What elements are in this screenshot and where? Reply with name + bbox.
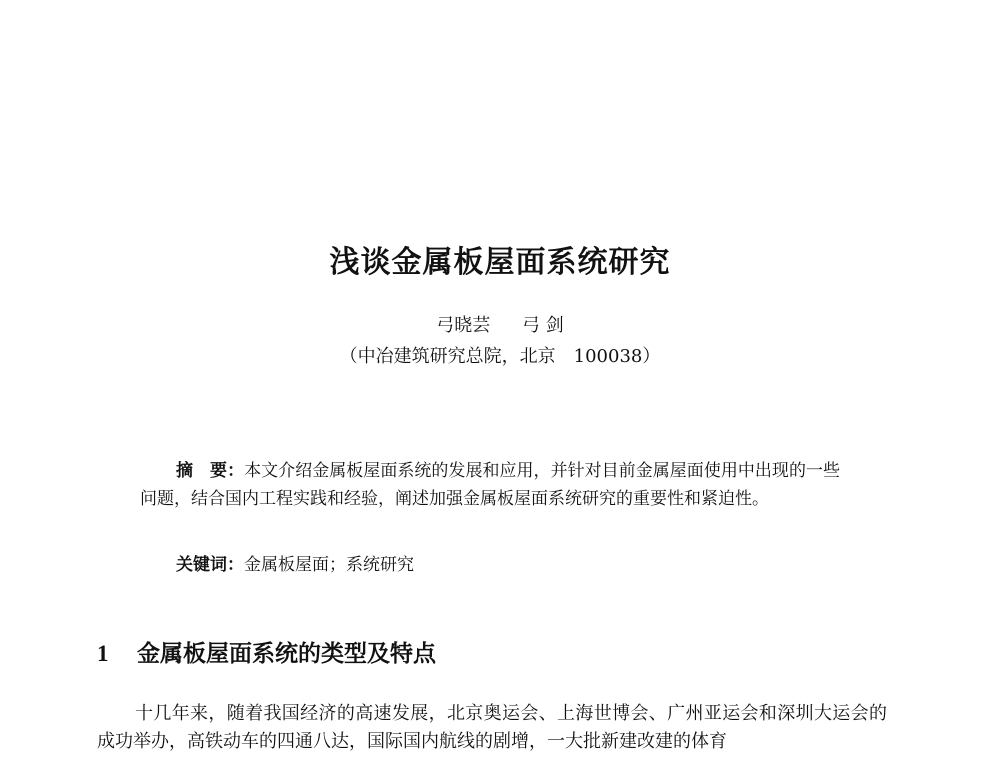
author-name: 弓 剑 bbox=[522, 315, 564, 336]
section-title: 金属板屋面系统的类型及特点 bbox=[137, 641, 436, 667]
keywords-text: 金属板屋面；系统研究 bbox=[244, 555, 414, 575]
abstract-text: 本文介绍金属板屋面系统的发展和应用，并针对目前金属屋面使用中出现的一些问题，结合国内工程实践和经验，阐述加强金属板屋面系统研究的重要性和紧迫性。 bbox=[140, 461, 841, 509]
abstract-label: 摘 要： bbox=[176, 461, 245, 481]
abstract bbox=[140, 457, 840, 513]
author-name: 弓晓芸 bbox=[436, 315, 491, 336]
keywords-label: 关键词： bbox=[176, 555, 244, 575]
keywords bbox=[176, 551, 414, 579]
affiliation: （中冶建筑研究总院，北京 100038） bbox=[339, 346, 661, 367]
section-number: 1 bbox=[97, 641, 109, 666]
paper-title: 浅谈金属板屋面系统研究 bbox=[329, 245, 671, 280]
section-heading bbox=[97, 638, 436, 670]
body-paragraph: 十几年来，随着我国经济的高速发展，北京奥运会、上海世博会、广州亚运会和深圳大运会的成功举办，高铁动车的四通八达，国际国内航线的剧增，一大批新建改建的体育 bbox=[97, 703, 887, 752]
author-list bbox=[0, 314, 1000, 338]
